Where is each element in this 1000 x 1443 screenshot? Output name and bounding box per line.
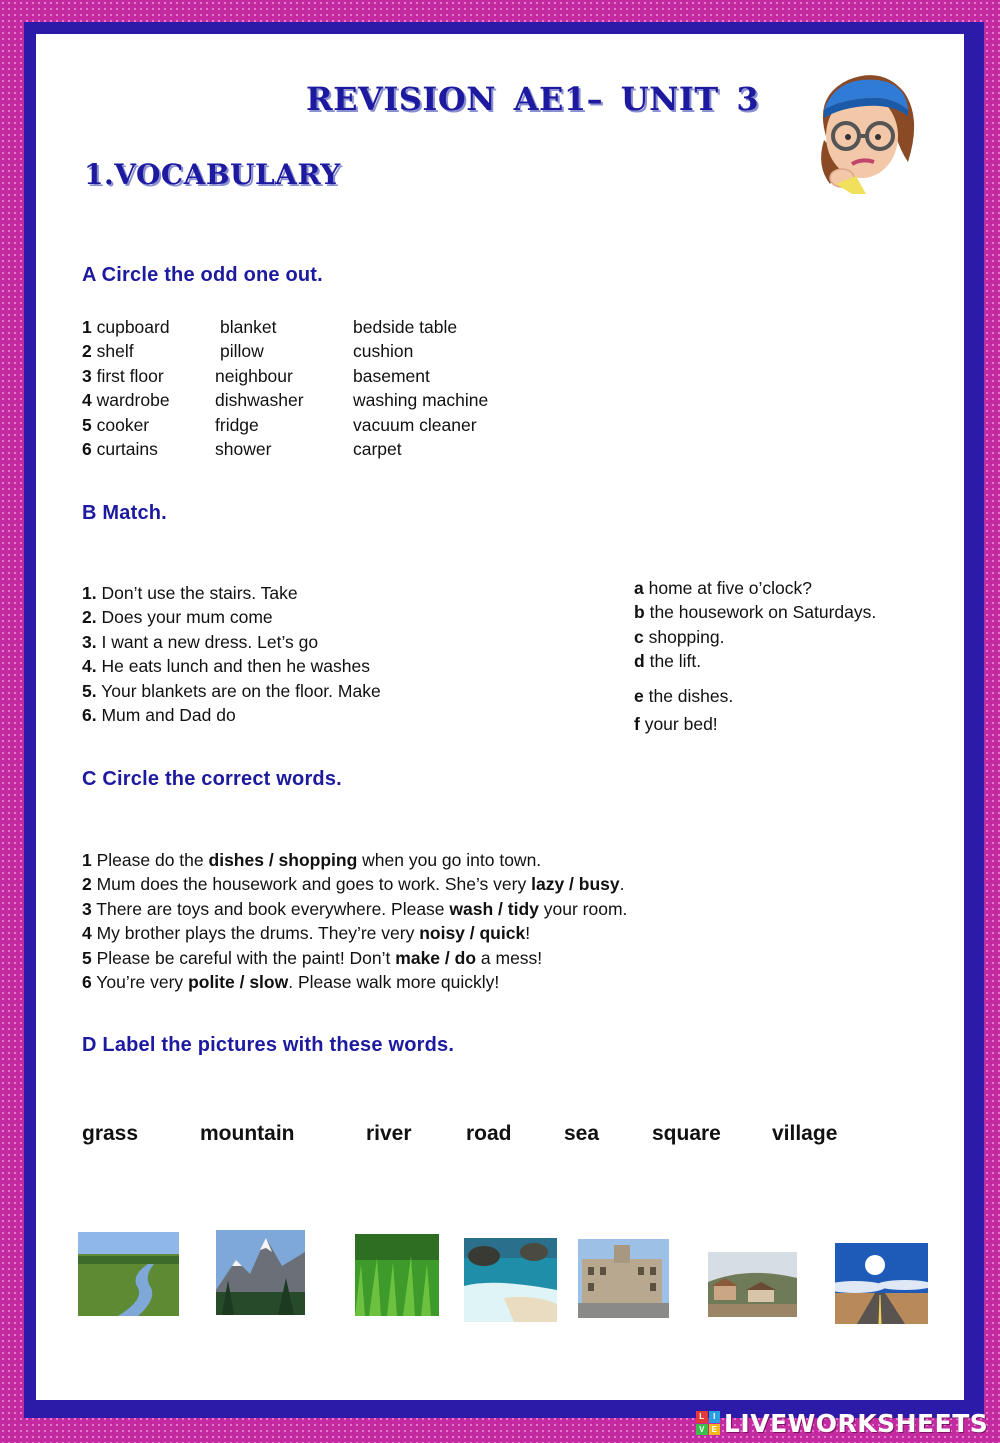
row-number: 2: [82, 341, 92, 362]
section-a-heading: A Circle the odd one out.: [82, 264, 323, 286]
sentence-row: [82, 897, 722, 921]
word-mountain: mountain: [200, 1122, 295, 1145]
logo-letter: E: [709, 1424, 721, 1436]
square-photo[interactable]: [578, 1239, 669, 1318]
word-option[interactable]: dishwasher: [215, 390, 304, 411]
word-option[interactable]: washing machine: [353, 390, 489, 411]
match-option[interactable]: [634, 684, 934, 708]
option-letter: d: [634, 651, 645, 672]
match-item[interactable]: [82, 605, 582, 629]
word-choice[interactable]: make / do: [395, 947, 477, 968]
word-option[interactable]: neighbour: [215, 365, 293, 386]
sea-photo[interactable]: [464, 1238, 557, 1322]
word-option[interactable]: wardrobe: [96, 390, 170, 411]
word-option[interactable]: first floor: [96, 365, 164, 386]
sentence-start: You’re very: [96, 971, 184, 992]
row-number: 4: [82, 390, 92, 411]
word-square: square: [652, 1122, 721, 1145]
section-a-list: [82, 315, 602, 461]
match-option[interactable]: [634, 649, 934, 673]
sentence-start: Please do the: [96, 850, 204, 870]
vocabulary-heading: 1.VOCABULARY: [84, 158, 341, 191]
word-river: river: [366, 1122, 412, 1145]
sentence-end: !: [525, 923, 531, 944]
word-option[interactable]: fridge: [215, 414, 259, 435]
word-option[interactable]: cushion: [353, 341, 414, 362]
match-item[interactable]: [82, 581, 582, 605]
word-choice[interactable]: dishes / shopping: [208, 850, 358, 870]
sentence-end: your room.: [543, 898, 628, 919]
river-photo[interactable]: [78, 1232, 179, 1316]
sentence-row: [82, 970, 722, 994]
section-c-list: [82, 848, 722, 994]
village-photo[interactable]: [708, 1252, 797, 1317]
match-item[interactable]: [82, 654, 582, 678]
sentence-start: My brother plays the drums. They’re very: [96, 923, 415, 944]
word-option[interactable]: pillow: [220, 341, 264, 362]
sentence-end: .: [619, 874, 625, 895]
item-text: Your blankets are on the floor. Make: [101, 680, 381, 701]
odd-one-out-row: [82, 413, 602, 437]
liveworksheets-logo[interactable]: [696, 1408, 988, 1438]
match-left-column: [82, 581, 582, 727]
item-number: 4.: [82, 656, 97, 677]
row-number: 1: [82, 317, 92, 337]
grass-photo[interactable]: [355, 1234, 439, 1316]
word-choice[interactable]: wash / tidy: [449, 898, 539, 919]
teacher-avatar: [796, 66, 930, 194]
sentence-start: There are toys and book everywhere. Please: [96, 898, 445, 919]
item-number: 5.: [82, 680, 97, 701]
odd-one-out-row: [82, 437, 602, 461]
item-text: Does your mum come: [101, 607, 273, 628]
item-text: Mum and Dad do: [101, 704, 236, 725]
row-number: 3: [82, 365, 92, 386]
row-number: 4: [82, 923, 92, 944]
sentence-end: . Please walk more quickly!: [288, 971, 500, 992]
match-option[interactable]: [634, 600, 934, 624]
road-photo[interactable]: [835, 1243, 928, 1324]
item-number: 3.: [82, 631, 97, 652]
word-option[interactable]: shelf: [96, 341, 134, 362]
sentence-start: Please be careful with the paint! Don’t: [96, 947, 391, 968]
word-village: village: [772, 1122, 838, 1145]
sentence-end: when you go into town.: [362, 850, 542, 870]
sentence-row: [82, 946, 722, 970]
brand-name: LIVEWORKSHEETS: [724, 1408, 989, 1438]
item-text: Don’t use the stairs. Take: [101, 583, 298, 603]
row-number: 5: [82, 414, 92, 435]
option-letter: f: [634, 713, 640, 734]
logo-letter: L: [696, 1411, 708, 1423]
word-choice[interactable]: polite / slow: [188, 971, 289, 992]
option-text: the dishes.: [648, 685, 734, 706]
option-text: home at five o’clock?: [648, 578, 813, 598]
page-frame: [24, 22, 984, 1418]
word-option[interactable]: vacuum cleaner: [353, 414, 477, 435]
item-number: 2.: [82, 607, 97, 628]
match-item[interactable]: [82, 679, 582, 703]
word-option[interactable]: bedside table: [353, 317, 458, 337]
sentence-row: [82, 848, 722, 872]
word-option[interactable]: cupboard: [96, 317, 170, 337]
odd-one-out-row: [82, 388, 602, 412]
match-option[interactable]: [634, 576, 934, 600]
logo-mark: [696, 1411, 720, 1435]
sentence-row: [82, 872, 722, 896]
item-number: 1.: [82, 583, 97, 603]
section-c-heading: C Circle the correct words.: [82, 768, 342, 790]
option-text: the lift.: [649, 651, 702, 672]
option-text: the housework on Saturdays.: [649, 602, 877, 623]
option-letter: e: [634, 685, 644, 706]
option-letter: a: [634, 578, 644, 598]
option-text: shopping.: [648, 626, 725, 647]
match-item[interactable]: [82, 630, 582, 654]
match-item[interactable]: [82, 703, 582, 727]
sentence-row: [82, 921, 722, 945]
option-text: your bed!: [644, 713, 718, 734]
row-number: 1: [82, 850, 92, 870]
option-letter: c: [634, 626, 644, 647]
row-number: 2: [82, 874, 92, 895]
word-option[interactable]: curtains: [96, 438, 158, 459]
match-option[interactable]: [634, 712, 934, 736]
word-road: road: [466, 1122, 512, 1145]
odd-one-out-row: [82, 339, 602, 363]
word-option[interactable]: basement: [353, 365, 430, 386]
word-sea: sea: [564, 1122, 600, 1145]
sentence-end: a mess!: [480, 947, 543, 968]
worksheet-page: [36, 34, 964, 1400]
option-letter: b: [634, 602, 645, 623]
word-choice[interactable]: noisy / quick: [419, 923, 526, 944]
word-option[interactable]: shower: [215, 438, 272, 459]
logo-letter: I: [709, 1411, 721, 1423]
item-number: 6.: [82, 704, 97, 725]
word-option[interactable]: carpet: [353, 438, 402, 459]
row-number: 3: [82, 898, 92, 919]
item-text: He eats lunch and then he washes: [101, 656, 370, 677]
page-title: REVISION AE1– UNIT 3: [306, 80, 760, 118]
sentence-start: Mum does the housework and goes to work. She’s very: [96, 874, 527, 895]
logo-letter: V: [696, 1424, 708, 1436]
item-text: I want a new dress. Let’s go: [101, 631, 319, 652]
match-right-column: [634, 576, 934, 736]
match-option[interactable]: [634, 625, 934, 649]
odd-one-out-row: [82, 315, 602, 339]
row-number: 6: [82, 438, 92, 459]
row-number: 6: [82, 971, 92, 992]
word-choice[interactable]: lazy / busy: [531, 874, 620, 895]
row-number: 5: [82, 947, 92, 968]
section-d-heading: D Label the pictures with these words.: [82, 1034, 455, 1056]
mountain-photo[interactable]: [216, 1230, 305, 1315]
odd-one-out-row: [82, 364, 602, 388]
section-b-heading: B Match.: [82, 502, 167, 524]
word-grass: grass: [82, 1122, 139, 1145]
word-option[interactable]: cooker: [96, 414, 150, 435]
word-option[interactable]: blanket: [220, 317, 277, 337]
